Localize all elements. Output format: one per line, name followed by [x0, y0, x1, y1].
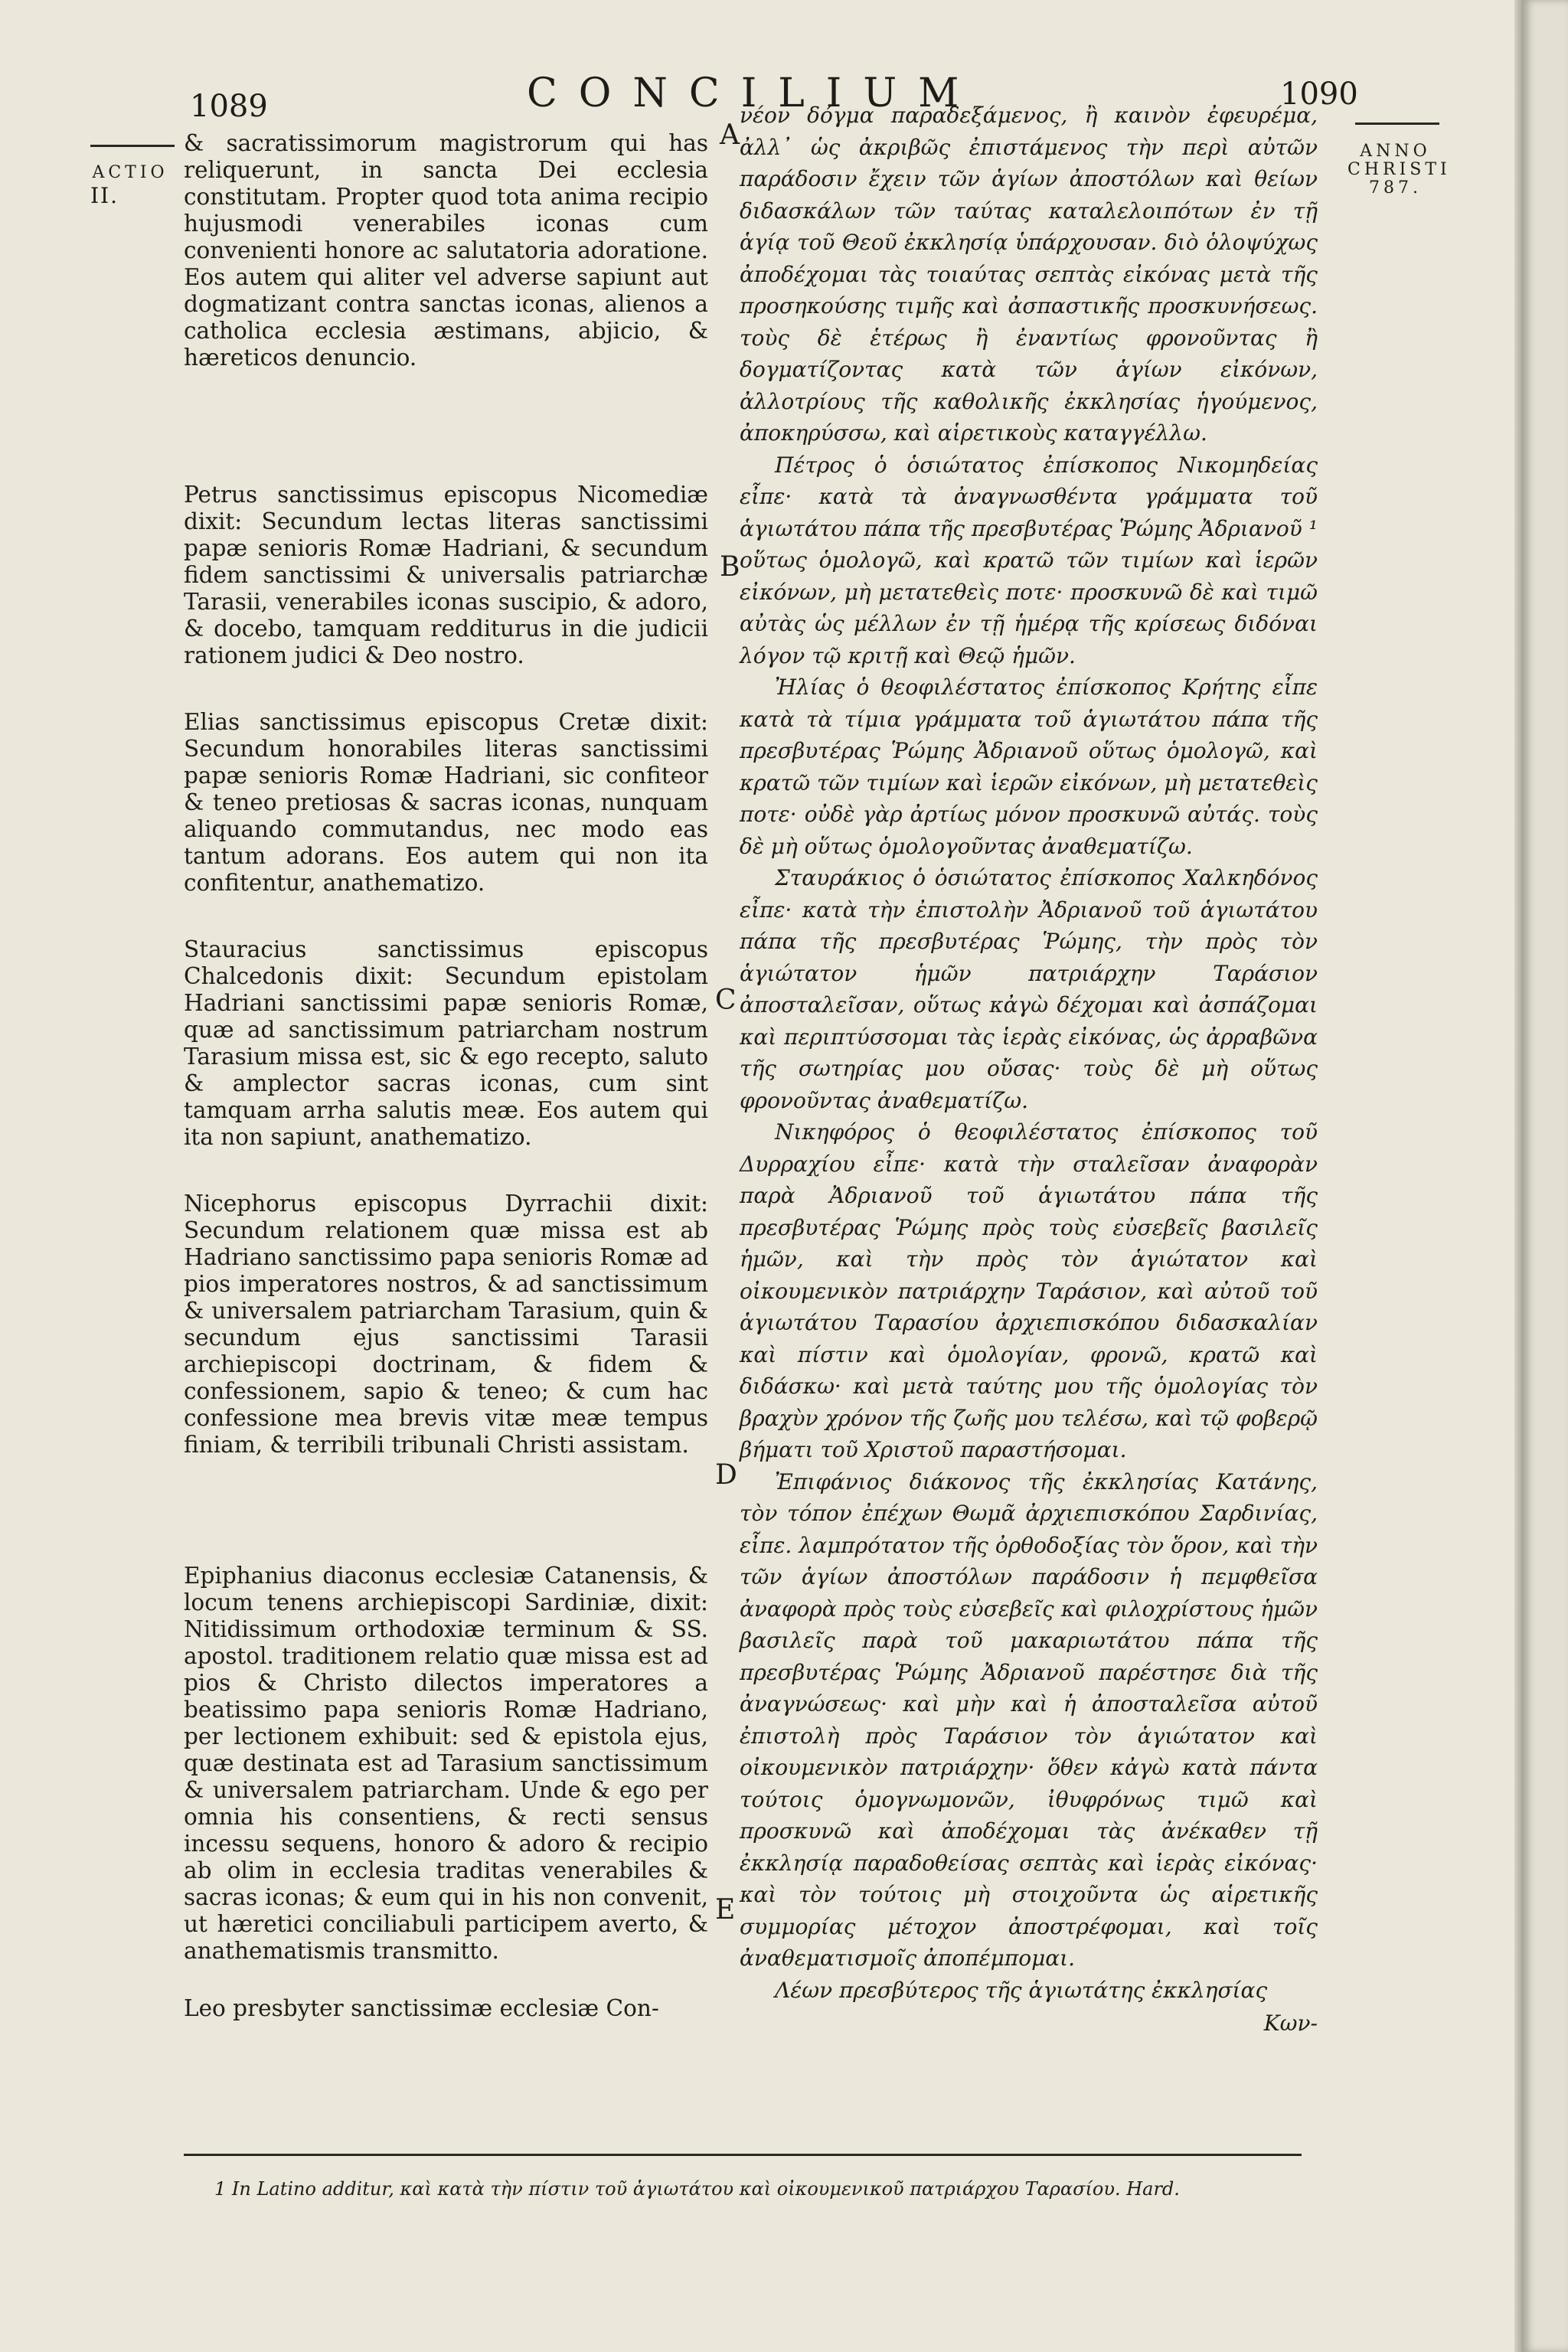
- latin-paragraph-elias: Elias sanctissimus episcopus Cretæ dixit: Secundum honorabiles literas sanctissimi papæ senioris Romæ Hadriani, sic confiteor & teneo pretiosas & sacras iconas, nunquam aliquando commutandus, nec modo eas tantum adorans. Eos autem qui non ita confitentur, anathematizo.: [184, 709, 708, 896]
- greek-paragraph-leon: Λέων πρεσβύτερος τῆς ἁγιωτάτης ἐκκλησίας: [775, 1977, 1268, 2003]
- footnote: 1 In Latino additur, καὶ κατὰ τὴν πίστιν τοῦ ἁγιωτάτου καὶ οἰκουμενικοῦ πατριάρχου Ταρασίου. Hard.: [214, 2178, 1180, 2200]
- latin-paragraph-epiphanius: Epiphanius diaconus ecclesiæ Catanensis, & locum tenens archiepiscopi Sardiniæ, dixit: Nitidissimum orthodoxiæ terminum & SS. apostol. traditionem relatio quæ missa est ad pios & Christo dilectos imperatores a beatissimo papa senioris Romæ Hadriano, per lectionem exhibuit: sed & epistola ejus, quæ destinata est ad Tarasium sanctissimum & universalem patriarcham. Unde & ego per omnia his consentiens, & recti sensus incessu sequens, honoro & adoro & recipio ab olim in ecclesia traditas venerabiles & sacras iconas; & eum qui in his non convenit, ut hæretici conciliabuli participem averto, & anathematismis transmitto.: [184, 1563, 708, 1964]
- greek-paragraph-staurakios: Σταυράκιος ὁ ὁσιώτατος ἐπίσκοπος Χαλκηδόνος εἶπε· κατὰ τὴν ἐπιστολὴν Ἀδριανοῦ τοῦ ἁγιωτάτου πάπα τῆς πρεσβυτέρας Ῥώμης, τὴν πρὸς τὸν ἁγιώτατον ἡμῶν πατριάρχην Ταράσιον ἀποσταλεῖσαν, οὕτως κἀγὼ δέχομαι καὶ ἀσπάζομαι καὶ περιπτύσσομαι τὰς ἱερὰς εἰκόνας, ὡς ἀρραβῶνα τῆς σωτηρίας μου οὔσας· τοὺς δὲ μὴ οὕτως φρονοῦντας ἀναθεματίζω.: [740, 865, 1318, 1113]
- greek-paragraph-nikephoros: Νικηφόρος ὁ θεοφιλέστατος ἐπίσκοπος τοῦ Δυρραχίου εἶπε· κατὰ τὴν σταλεῖσαν ἀναφορὰν παρὰ Ἀδριανοῦ τοῦ ἁγιωτάτου πάπα τῆς πρεσβυτέρας Ῥώμης πρὸς τοὺς εὐσεβεῖς βασιλεῖς ἡμῶν, καὶ τὴν πρὸς τὸν ἁγιώτατον καὶ οἰκουμενικὸν πατριάρχην Ταράσιον, καὶ αὐτοῦ τοῦ ἁγιωτάτου Ταρασίου ἀρχιεπισκόπου διδασκαλίαν καὶ πίστιν καὶ ὁμολογίαν, φρονῶ, κρατῶ καὶ διδάσκω· καὶ μετὰ ταύτης μου τῆς ὁμολογίας τὸν βραχὺν χρόνον τῆς ζωῆς μου τελέσω, καὶ τῷ φοβερῷ βήματι τοῦ Χριστοῦ παραστήσομαι.: [740, 1119, 1318, 1462]
- adjacent-page-edge: [1524, 0, 1568, 2352]
- greek-paragraph: νέον δόγμα παραδεξάμενος, ἢ καινὸν ἐφευρέμα, ἀλλ᾽ ὡς ἀκριβῶς ἐπιστάμενος τὴν περὶ αὐτῶν παράδοσιν ἔχειν τῶν ἁγίων ἀποστόλων καὶ θείων διδασκάλων τῶν ταύτας καταλελοιπότων ἐν τῇ ἁγίᾳ τοῦ Θεοῦ ἐκκλησίᾳ ὑπάρχουσαν. διὸ ὁλοψύχως ἀποδέχομαι τὰς τοιαύτας σεπτὰς εἰκόνας μετὰ τῆς προσηκούσης τιμῆς καὶ ἀσπαστικῆς προσκυνήσεως. τοὺς δὲ ἑτέρως ἢ ἐναντίως φρονοῦντας ἢ δογματίζοντας κατὰ τῶν ἁγίων εἰκόνων, ἀλλοτρίους τῆς καθολικῆς ἐκκλησίας ἡγούμενος, ἀποκηρύσσω, καὶ αἱρετικοὺς καταγγέλλω.: [740, 103, 1318, 446]
- latin-paragraph-leo: Leo presbyter sanctissimæ ecclesiæ Con-: [184, 1995, 659, 2021]
- latin-paragraph-petrus: Petrus sanctissimus episcopus Nicomediæ dixit: Secundum lectas literas sanctissimi papæ senioris Romæ Hadriani, & secundum fidem sanctissimi & universalis patriarchæ Tarasii, venerabiles iconas suscipio, & adoro, & docebo, tamquam redditurus in die judicii rationem judici & Deo nostro.: [184, 482, 708, 668]
- margin-anno-christi: [1348, 142, 1451, 198]
- margin-rule-left: [90, 145, 175, 147]
- margin-actio: ACTIO: [92, 163, 168, 182]
- section-letter-b: B: [720, 551, 740, 583]
- section-letter-a: A: [720, 119, 740, 151]
- latin-column: [184, 130, 708, 2022]
- section-letter-d: D: [715, 1459, 737, 1491]
- page-number-left: 1089: [190, 89, 268, 124]
- section-letter-e: E: [715, 1894, 736, 1926]
- margin-actio-number: II.: [90, 183, 119, 208]
- greek-paragraph-petros: Πέτρος ὁ ὁσιώτατος ἐπίσκοπος Νικομηδείας εἶπε· κατὰ τὰ ἀναγνωσθέντα γράμματα τοῦ ἁγιωτάτου πάπα τῆς πρεσβυτέρας Ῥώμης Ἀδριανοῦ ¹ οὕτως ὁμολογῶ, καὶ κρατῶ τῶν τιμίων καὶ ἱερῶν εἰκόνων, μὴ μετατεθεὶς ποτε· προσκυνῶ δὲ καὶ τιμῶ αὐτὰς ὡς μέλλων ἐν τῇ ἡμέρᾳ τῆς κρίσεως διδόναι λόγον τῷ κριτῇ καὶ Θεῷ ἡμῶν.: [740, 452, 1318, 668]
- running-title: CONCILIUM: [527, 70, 981, 116]
- catchword: Κων-: [1263, 2011, 1318, 2036]
- latin-paragraph-stauracius: Stauracius sanctissimus episcopus Chalcedonis dixit: Secundum epistolam Hadriani sanctissimi papæ senioris Romæ, quæ ad sanctissimum patriarcham nostrum Tarasium missa est, sic & ego recepto, saluto & amplector sacras iconas, cum sint tamquam arrha salutis meæ. Eos autem qui ita non sapiunt, anathematizo.: [184, 936, 708, 1150]
- page-number-right: 1090: [1280, 77, 1358, 112]
- greek-column: [740, 100, 1318, 2040]
- greek-paragraph-elias: Ἠλίας ὁ θεοφιλέστατος ἐπίσκοπος Κρήτης εἶπε κατὰ τὰ τίμια γράμματα τοῦ ἁγιωτάτου πάπα τῆς πρεσβυτέρας Ῥώμης Ἀδριανοῦ οὕτως ὁμολογῶ, καὶ κρατῶ τῶν τιμίων καὶ ἱερῶν εἰκόνων, μὴ μετατεθεὶς ποτε· οὐδὲ γὰρ ἀρτίως μόνον προσκυνῶ αὐτάς. τοὺς δὲ μὴ οὕτως ὁμολογοῦντας ἀναθεματίζω.: [740, 675, 1318, 859]
- anno-year: 787.: [1369, 178, 1422, 198]
- margin-rule-right: [1355, 122, 1439, 125]
- section-letter-c: C: [715, 985, 737, 1016]
- footnote-rule: [184, 2154, 1302, 2156]
- latin-paragraph: & sacratissimorum magistrorum qui has reliquerunt, in sancta Dei ecclesia constitutam. Propter quod tota anima recipio hujusmodi venerabiles iconas cum convenienti honore ac salutatoria adoratione. Eos autem qui aliter vel adverse sapiunt aut dogmatizant contra sanctas iconas, alienos a catholica ecclesia æstimans, abjicio, & hæreticos denuncio.: [184, 130, 708, 371]
- latin-paragraph-nicephorus: Nicephorus episcopus Dyrrachii dixit: Secundum relationem quæ missa est ab Hadriano sanctissimo papa senioris Romæ ad pios imperatores nostros, & ad sanctissimum & universalem patriarcham Tarasium, quin & secundum ejus sanctissimi Tarasii archiepiscopi doctrinam, & fidem & confessionem, sapio & teneo; & cum hac confessione mea brevis vitæ meæ tempus finiam, & terribili tribunali Christi assistam.: [184, 1191, 708, 1458]
- greek-paragraph-epiphanios: Ἐπιφάνιος διάκονος τῆς ἐκκλησίας Κατάνης, τὸν τόπον ἐπέχων Θωμᾶ ἀρχιεπισκόπου Σαρδινίας, εἶπε. λαμπρότατον τῆς ὀρθοδοξίας τὸν ὅρον, καὶ τὴν τῶν ἁγίων ἀποστόλων παράδοσιν ἡ πεμφθεῖσα ἀναφορὰ πρὸς τοὺς εὐσεβεῖς καὶ φιλοχρίστους ἡμῶν βασιλεῖς παρὰ τοῦ μακαριωτάτου πάπα τῆς πρεσβυτέρας Ῥώμης Ἀδριανοῦ παρέστησε διὰ τῆς ἀναγνώσεως· καὶ μὴν καὶ ἡ ἀποσταλεῖσα αὐτοῦ ἐπιστολὴ πρὸς Ταράσιον τὸν ἁγιώτατον καὶ οἰκουμενικὸν πατριάρχην· ὅθεν κἀγὼ κατὰ πάντα τούτοις ὁμογνωμονῶν, ἰθυφρόνως τιμῶ καὶ προσκυνῶ καὶ ἀποδέχομαι τὰς ἀνέκαθεν τῇ ἐκκλησίᾳ παραδοθείσας σεπτὰς καὶ ἱερὰς εἰκόνας· καὶ τὸν τούτοις μὴ στοιχοῦντα ὡς αἱρετικῆς συμμορίας μέτοχον ἀποστρέφομαι, καὶ τοῖς ἀναθεματισμοῖς ἀποπέμπομαι.: [740, 1468, 1318, 1971]
- anno-label: ANNO CHRISTI: [1348, 142, 1451, 179]
